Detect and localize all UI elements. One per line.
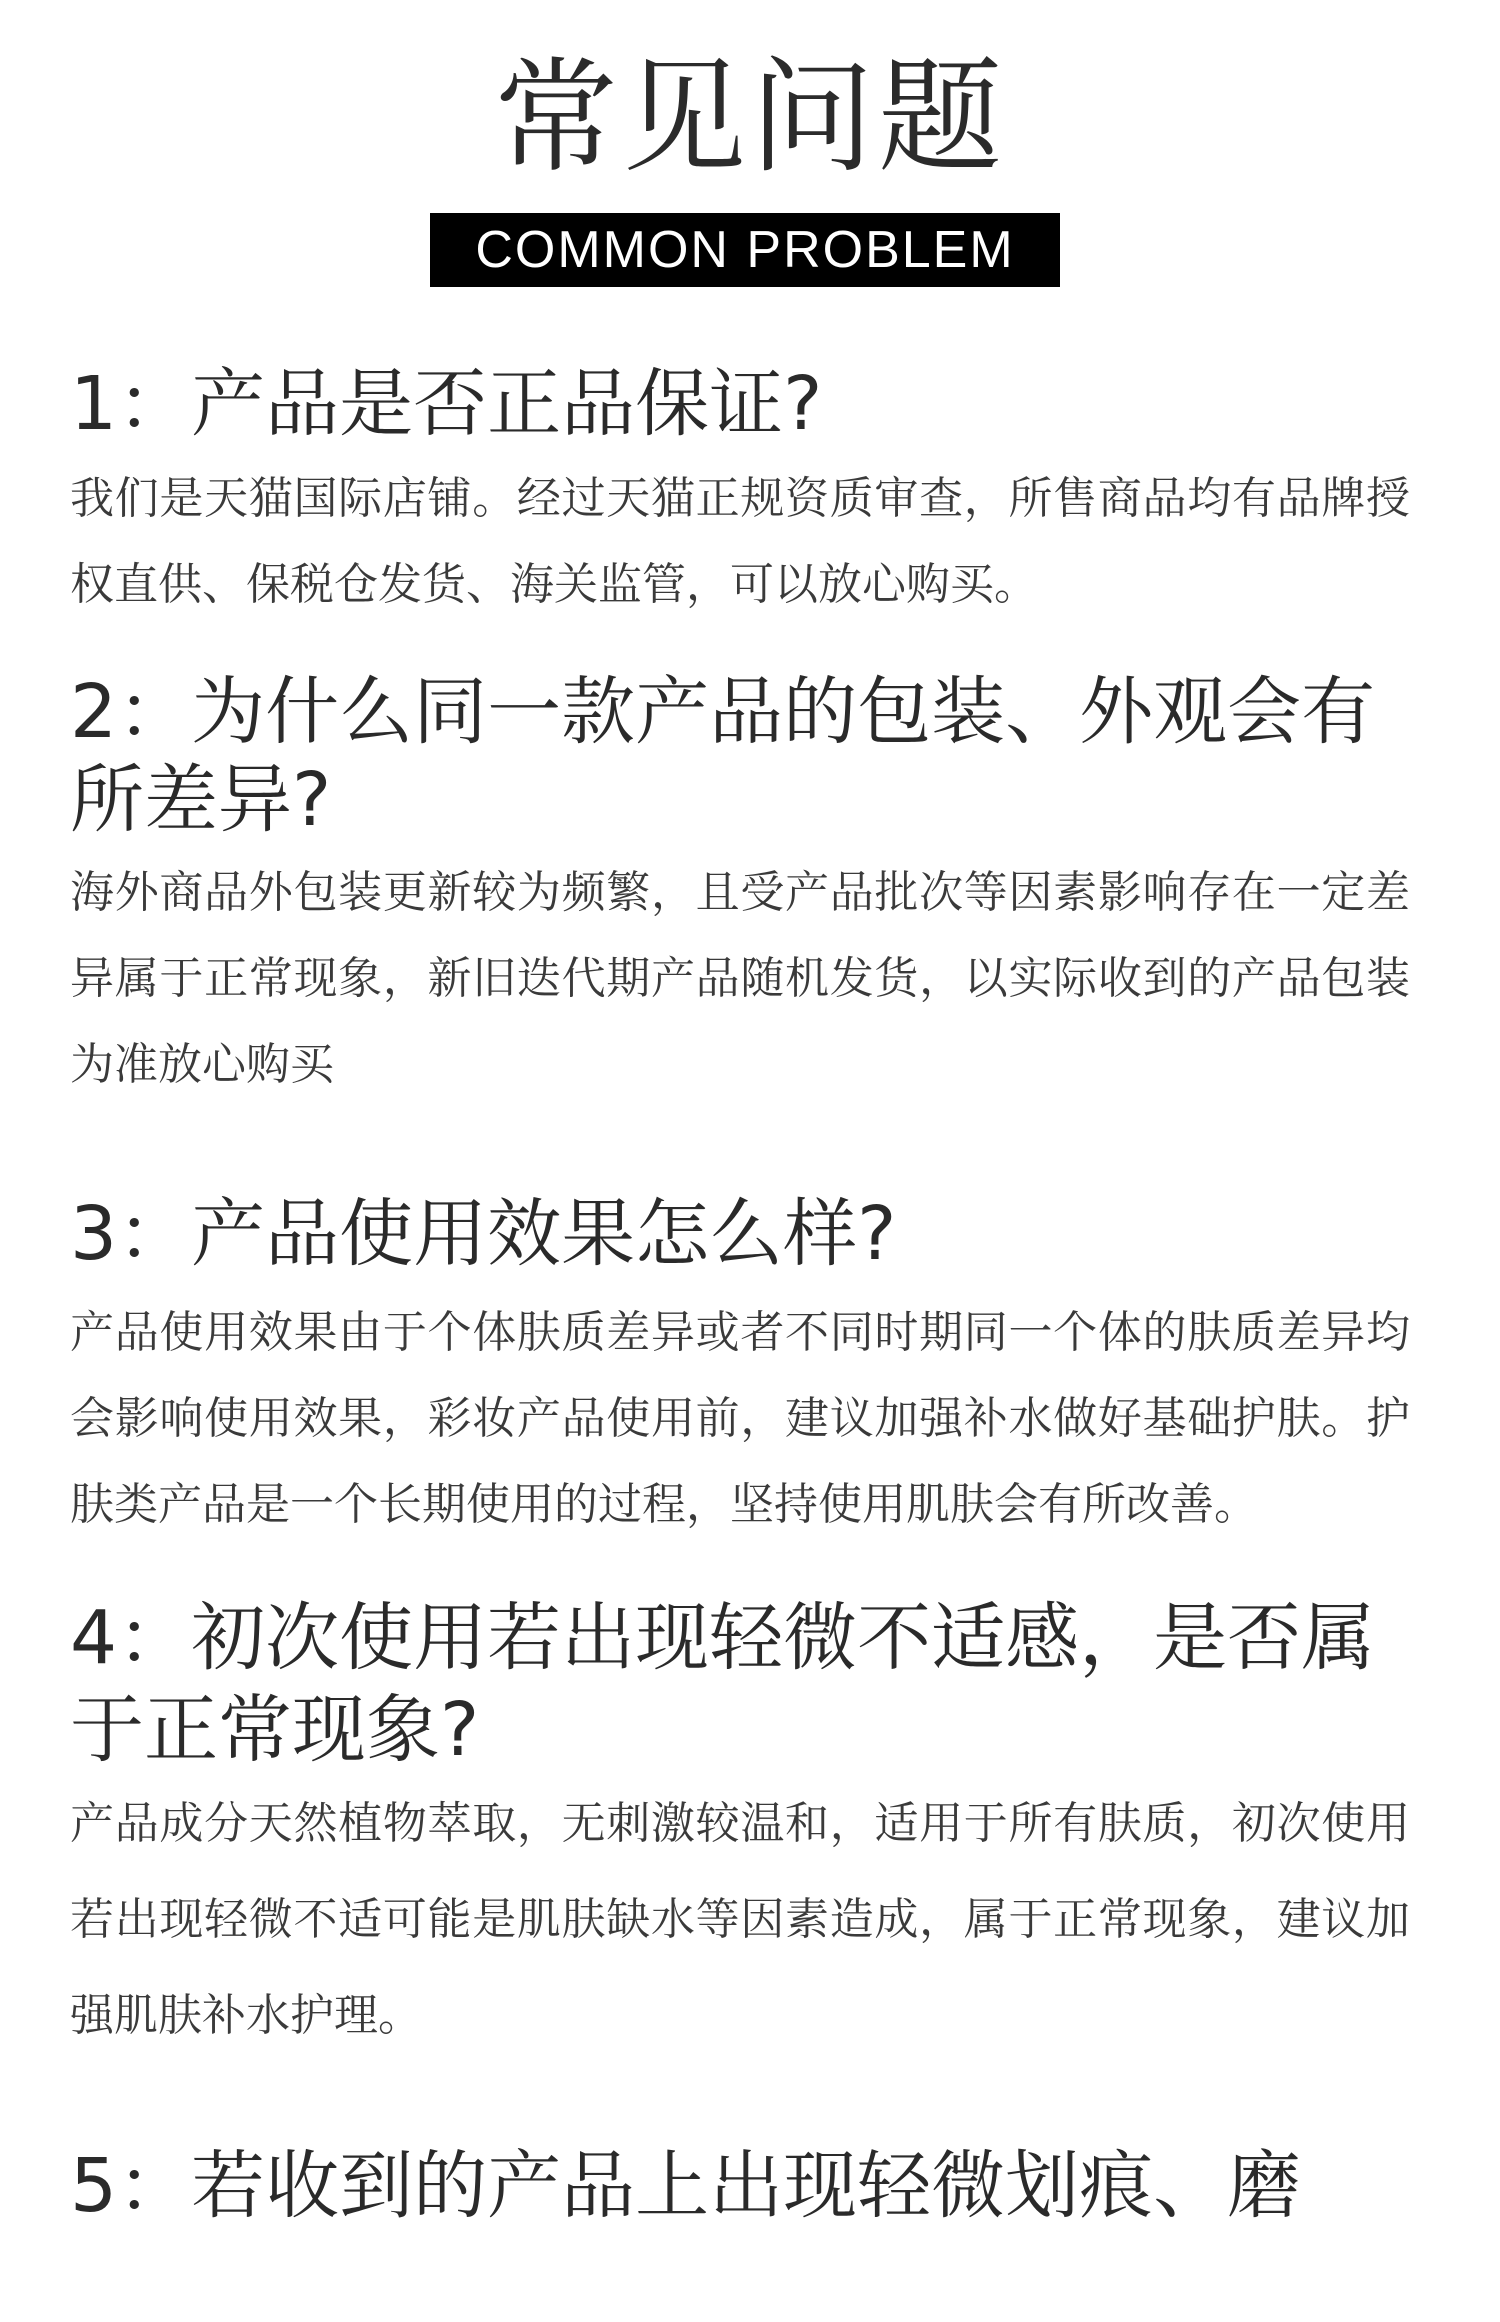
faq-question-5: 5：若收到的产品上出现轻微划痕、磨 [70, 2143, 1302, 2229]
faq-answer-4: 产品成分天然植物萃取，无刺激较温和，适用于所有肤质，初次使用若出现轻微不适可能是肌肤缺水等因素造成，属于正常现象，建议加强肌肤补水护理。 [70, 1798, 1410, 2041]
faq-item-1 [70, 360, 1410, 628]
faq-answer-1: 我们是天猫国际店铺。经过天猫正规资质审查，所售商品均有品牌授权直供、保税仓发货、海关监管，可以放心购买。 [70, 473, 1410, 610]
faq-item-3 [70, 1190, 1410, 1548]
faq-item-4 [70, 1592, 1410, 2064]
faq-item-2 [70, 668, 1410, 1108]
faq-question-4: 4：初次使用若出现轻微不适感，是否属于正常现象? [70, 1595, 1376, 1773]
faq-answer-3: 产品使用效果由于个体肤质差异或者不同时期同一个体的肤质差异均会影响使用效果，彩妆产品使用前，建议加强补水做好基础护肤。护肤类产品是一个长期使用的过程，坚持使用肌肤会有所改善。 [70, 1307, 1410, 1530]
page-title: 常见问题 [493, 46, 1006, 190]
faq-question-1: 1：产品是否正品保证? [70, 361, 823, 447]
faq-item-5 [70, 2142, 1410, 2230]
faq-answer-2: 海外商品外包装更新较为频繁，且受产品批次等因素影响存在一定差异属于正常现象，新旧迭代期产品随机发货，以实际收到的产品包装为准放心购买 [70, 867, 1410, 1090]
subtitle-banner: COMMON PROBLEM [430, 213, 1060, 287]
faq-question-2: 2：为什么同一款产品的包装、外观会有所差异? [70, 669, 1376, 843]
faq-question-3: 3：产品使用效果怎么样? [70, 1191, 897, 1277]
faq-list [70, 360, 1410, 2230]
